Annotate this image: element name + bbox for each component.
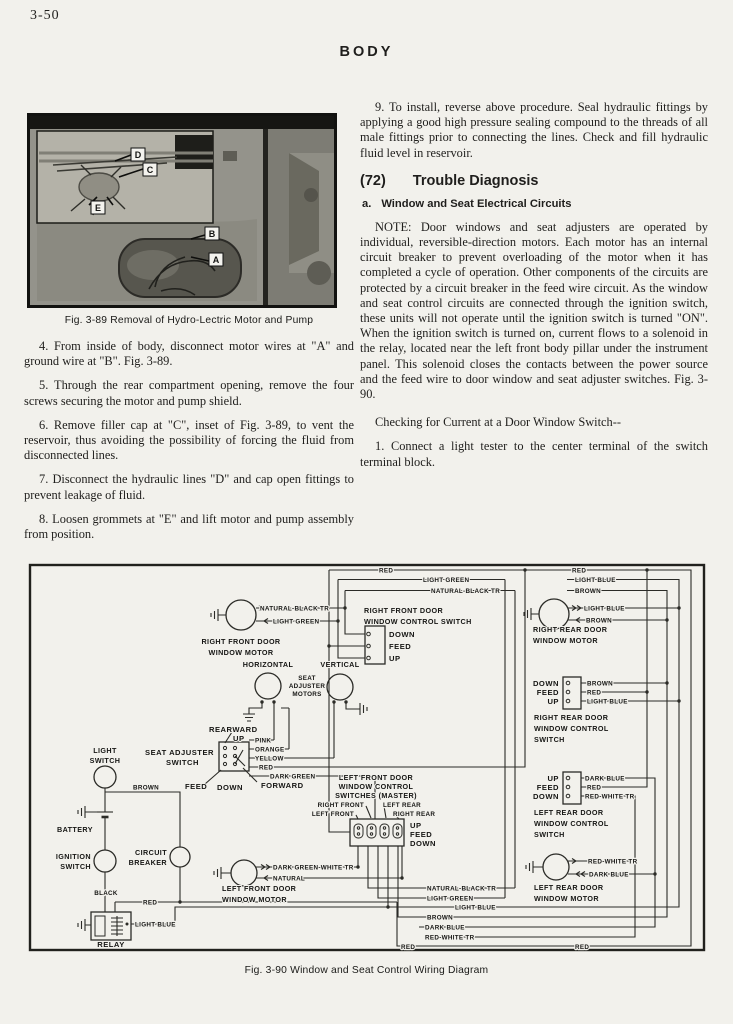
wire-label-light-blue: LIGHT BLUE <box>455 904 496 912</box>
master-left-rear: LEFT REAR <box>383 802 422 809</box>
seat-feed: FEED <box>185 782 208 791</box>
master-right-front: RIGHT FRONT <box>317 802 364 809</box>
step-9: 9. To install, reverse above procedure. Seal hydraulic fittings by applying a good high pressure sealing compound to the threads of all male fittings prior to connecting the lines. Check and fill hydraulic fluid level in reservoir. <box>360 100 708 160</box>
wire-label-red-white-tr: RED-WHITE TR <box>585 793 635 801</box>
seat-adjuster-motors <box>243 660 360 700</box>
step-4: 4. From inside of body, disconnect motor wires at "A" and ground wire at "B". Fig. 3-89. <box>24 339 354 369</box>
ignition-label-2: SWITCH <box>60 862 91 871</box>
rf-switch-down: DOWN <box>389 630 416 639</box>
fig-3-90-caption: Fig. 3-90 Window and Seat Control Wiring Diagram <box>244 965 489 976</box>
rr-motor-label-1: RIGHT REAR DOOR <box>533 625 608 634</box>
wire-label-red: RED <box>575 943 590 951</box>
rr-switch-label-3: SWITCH <box>534 735 565 744</box>
wire-label-light-green: LIGHT GREEN <box>427 895 474 903</box>
horizontal-label: HORIZONTAL <box>242 660 294 669</box>
rf-switch-feed: FEED <box>389 642 412 651</box>
subsection-title: Window and Seat Electrical Circuits <box>381 197 572 210</box>
subsection-a-heading <box>362 198 708 210</box>
callout-c: C <box>146 165 154 175</box>
relay <box>91 912 176 949</box>
wire-label-dark-blue: DARK BLUE <box>585 775 625 783</box>
fig-3-89-photo <box>27 113 337 308</box>
master-label-1: LEFT FRONT DOOR <box>338 773 414 782</box>
step-8: 8. Loosen grommets at "E" and lift motor and pump assembly from position. <box>24 511 354 542</box>
fig-3-89-caption: Fig. 3-89 Removal of Hydro-Lectric Motor and Pump <box>64 315 314 326</box>
seat-forward: FORWARD <box>261 781 304 790</box>
rf-motor-label-2: WINDOW MOTOR <box>208 648 274 657</box>
step-5: 5. Through the rear compartment opening, remove the four screws securing the motor and pump shield. <box>24 378 354 408</box>
battery-label: BATTERY <box>57 825 93 834</box>
master-down: DOWN <box>410 839 437 848</box>
master-right-rear: RIGHT REAR <box>393 811 436 818</box>
master-feed: FEED <box>410 830 433 839</box>
right-column <box>360 100 708 479</box>
vertical-label: VERTICAL <box>320 660 360 669</box>
page-title: BODY <box>339 44 394 60</box>
wire-label-light-blue: LIGHT BLUE <box>135 921 176 929</box>
master-label-3: SWITCHES (MASTER) <box>335 791 417 800</box>
fig-3-89-inset <box>37 131 213 223</box>
circuit-breaker <box>129 847 190 867</box>
wire-label-brown: BROWN <box>587 680 613 688</box>
right-front-window-control-switch <box>364 606 472 664</box>
relay-label: RELAY <box>97 940 125 949</box>
seat-motors-label-1: SEAT <box>298 675 316 682</box>
master-left-front: LEFT FRONT <box>311 811 354 818</box>
wire-label-dark-blue: DARK BLUE <box>425 924 465 932</box>
wire-label-brown: BROWN <box>586 617 612 625</box>
section-72-heading <box>360 173 708 189</box>
ignition-switch <box>56 850 116 872</box>
wire-label-light-blue: LIGHT BLUE <box>587 698 628 706</box>
lr-switch-up: UP <box>547 774 559 783</box>
callout-a: A <box>212 255 220 265</box>
seat-motors-label-3: MOTORS <box>292 691 322 698</box>
lr-switch-down: DOWN <box>532 792 559 801</box>
wire-label-orange: ORANGE <box>255 746 285 754</box>
wire-label-red: RED <box>587 689 602 697</box>
lr-switch-label-2: WINDOW CONTROL <box>534 819 609 828</box>
right-rear-window-control-switch <box>533 677 628 744</box>
subsection-letter: a. <box>362 197 372 210</box>
wire-label-light-green: LIGHT GREEN <box>273 618 320 626</box>
master-window-switches <box>312 773 436 848</box>
wire-label-light-blue: LIGHT BLUE <box>575 576 616 584</box>
wire-label-brown: BROWN <box>427 914 453 922</box>
callout-d: D <box>134 150 142 160</box>
rr-switch-label-2: WINDOW CONTROL <box>534 724 609 733</box>
rf-motor-label-1: RIGHT FRONT DOOR <box>201 637 281 646</box>
step-6: 6. Remove filler cap at "C", inset of Fig. 3-89, to vent the reservoir, thus avoiding the possibility of forcing the fluid from disconnected lines. <box>24 417 354 463</box>
wire-label-dark-blue: DARK BLUE <box>589 871 629 879</box>
wire-label-natural-black-tr: NATURAL-BLACK TR <box>431 587 501 595</box>
step-7: 7. Disconnect the hydraulic lines "D" and cap open fittings to prevent leakage of fluid. <box>24 472 354 502</box>
wire-label-light-green: LIGHT GREEN <box>423 576 470 584</box>
section-number: (72) <box>360 172 386 189</box>
ignition-label-1: IGNITION <box>55 852 91 861</box>
rr-switch-feed: FEED <box>536 688 559 697</box>
wire-label-black: BLACK <box>94 890 118 897</box>
wire-label-yellow: YELLOW <box>255 755 284 763</box>
step-1: 1. Connect a light tester to the center terminal of the switch terminal block. <box>360 439 708 469</box>
figure-3-90 <box>27 562 710 955</box>
wire-label-natural-black-tr: NATURAL-BLACK TR <box>260 605 330 613</box>
lr-switch-feed: FEED <box>536 783 559 792</box>
rf-switch-up: UP <box>389 654 401 663</box>
rr-switch-down: DOWN <box>532 679 559 688</box>
wire-label-pink: PINK <box>255 737 272 745</box>
rr-switch-label-1: RIGHT REAR DOOR <box>534 713 609 722</box>
right-front-window-motor <box>201 600 329 657</box>
seat-down: DOWN <box>217 783 244 792</box>
lf-motor-label-2: WINDOW MOTOR <box>222 895 287 904</box>
master-up: UP <box>410 821 422 830</box>
wire-label-light-blue: LIGHT BLUE <box>584 605 625 613</box>
wire-label-red: RED <box>572 567 587 575</box>
rf-switch-label-2: WINDOW CONTROL SWITCH <box>364 617 472 626</box>
seat-switch-label-2: SWITCH <box>166 758 199 767</box>
wire-label-brown: BROWN <box>133 784 159 792</box>
wire-label-dark-green: DARK GREEN <box>270 773 316 781</box>
wire-label-red: RED <box>143 899 158 907</box>
battery <box>57 825 93 834</box>
left-front-window-motor <box>222 860 354 904</box>
wire-label-red: RED <box>401 943 416 951</box>
seat-rearward: REARWARD <box>209 725 258 734</box>
left-rear-window-control-switch <box>533 772 635 839</box>
breaker-label-1: CIRCUIT <box>135 848 167 857</box>
light-switch-label-2: SWITCH <box>89 756 121 765</box>
light-switch-label-1: LIGHT <box>93 746 117 755</box>
wire-label-dark-green-white-tr: DARK GREEN-WHITE TR <box>273 864 354 872</box>
lf-motor-label-1: LEFT FRONT DOOR <box>222 884 297 893</box>
section-title: Trouble Diagnosis <box>412 172 539 189</box>
left-column <box>24 113 354 551</box>
wiring-diagram <box>27 562 710 955</box>
lr-switch-label-3: SWITCH <box>534 830 565 839</box>
lr-switch-label-1: LEFT REAR DOOR <box>534 808 604 817</box>
master-label-2: WINDOW CONTROL <box>338 782 414 791</box>
rf-switch-label-1: RIGHT FRONT DOOR <box>364 606 444 615</box>
figure-3-89 <box>27 113 337 308</box>
wire-label-red-white-tr: RED-WHITE TR <box>588 858 638 866</box>
seat-switch-label-1: SEAT ADJUSTER <box>145 748 214 757</box>
seat-up: UP <box>233 734 245 743</box>
wire-label-red-white-tr: RED-WHITE TR <box>425 934 475 942</box>
wire-label-red: RED <box>379 567 394 575</box>
callout-b: B <box>208 229 216 239</box>
wire-label-red: RED <box>587 784 602 792</box>
note-paragraph: NOTE: Door windows and seat adjusters are operated by individual, reversible-direction motors. Each motor has an internal circuit breaker to prevent overloading of the motor when it has completed a cycle of operation. Other components of the circuits are protected by a circuit breaker in the feed wire circuit. As the window and seat control circuits are connected through the ignition switch, these units will not operate until the ignition switch is turned "ON". When the ignition switch is turned on, current flows to a solenoid in the relay, located near the left front body pillar under the instrument panel. This solenoid closes the contacts between the power source and the feed wire to door window and seat adjuster switches. Fig. 3-90. <box>360 219 708 402</box>
seat-motors-label-2: ADJUSTER <box>288 683 326 690</box>
breaker-label-2: BREAKER <box>128 858 167 867</box>
callout-e: E <box>94 203 102 213</box>
checking-heading: Checking for Current at a Door Window Switch-- <box>375 415 621 430</box>
rr-switch-up: UP <box>547 697 559 706</box>
wire-label-natural-black-tr: NATURAL-BLACK TR <box>427 885 497 893</box>
rr-motor-label-2: WINDOW MOTOR <box>533 636 598 645</box>
wire-label-brown: BROWN <box>575 587 601 595</box>
lr-motor-label-2: WINDOW MOTOR <box>534 894 599 903</box>
page-number: 3-50 <box>30 8 60 23</box>
lr-motor-label-1: LEFT REAR DOOR <box>534 883 604 892</box>
wire-label-red: RED <box>259 764 274 772</box>
wire-label-natural: NATURAL <box>273 875 306 883</box>
